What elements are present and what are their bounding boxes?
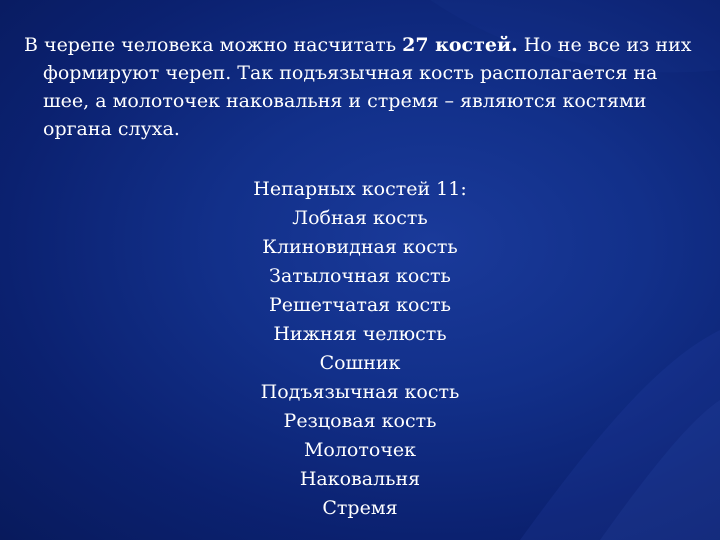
list-item: Подъязычная кость [260, 381, 460, 403]
list-item: Клиновидная кость [262, 236, 458, 258]
list-item: Наковальня [299, 468, 421, 490]
list-heading: Непарных костей 11: [253, 178, 467, 200]
list-item: Нижняя челюсть [273, 323, 447, 345]
list-item: Лобная кость [292, 207, 428, 229]
unpaired-bones-list [210, 175, 510, 523]
intro-text-before: В черепе человека можно насчитать [24, 34, 403, 56]
list-item: Решетчатая кость [268, 294, 451, 316]
intro-text-after: Но не все из них формируют череп. Так подъязычная кость располагается на шее, а молоточек наковальня и стремя – являются костями органа слуха. [43, 34, 692, 140]
list-item: Молоточек [303, 439, 417, 461]
intro-emphasis: 27 костей. [402, 34, 518, 56]
list-item: Стремя [322, 497, 398, 519]
list-item: Резцовая кость [283, 410, 437, 432]
list-item: Затылочная кость [269, 265, 451, 287]
list-item: Сошник [319, 352, 401, 374]
intro-paragraph [24, 31, 703, 143]
